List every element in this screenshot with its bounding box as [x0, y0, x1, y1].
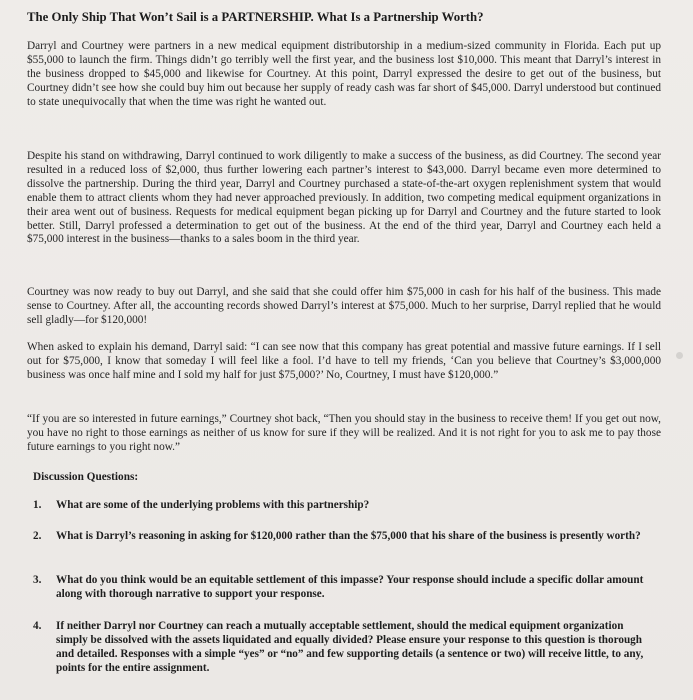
question-number: 4.	[33, 620, 42, 632]
discussion-heading: Discussion Questions:	[33, 471, 139, 483]
question-text: If neither Darryl nor Courtney can reach a mutually acceptable settlement, should the medical equipment organization simply be dissolved with the assets liquidated and equally divided? Please ensure your response to this question is thorough and detailed. Responses with a simple “yes” or “no” and few supporting details (a sentence or two) will receive little, to any, points for the entire assignment.	[56, 620, 644, 674]
scroll-indicator[interactable]	[676, 352, 683, 359]
question-text: What do you think would be an equitable settlement of this impasse? Your response should include a specific dollar amount along with thorough narrative to support your response.	[56, 574, 644, 600]
question-number: 2.	[33, 530, 42, 542]
paragraph-2: Despite his stand on withdrawing, Darryl continued to work diligently to make a success of the business, as did Courtney. The second year resulted in a reduced loss of $2,000, thus further lowering each partner’s interest to $43,000. Darryl became even more determined to dissolve the partnership. During the third year, Darryl and Courtney purchased a state-of-the-art oxygen replenishment system that would enable them to attract clients whom they had never approached previously. In addition, two competing medical equipment organizations in their area went out of business. Requests for medical equipment began picking up for Darryl and Courtney and the future started to look better. Still, Darryl professed a determination to get out of the business. At the end of the third year, Darryl and Courtney each held a $75,000 interest in the business—thanks to a sales boom in the third year.	[27, 150, 661, 246]
paragraph-1: Darryl and Courtney were partners in a new medical equipment distributorship in a medium-sized community in Florida. Each put up $55,000 to launch the firm. Things didn’t go terribly well the first year, and the business lost $10,000. This meant that Darryl’s interest in the business dropped to $45,000 and likewise for Courtney. At this point, Darryl expressed the desire to get out of the business, but Courtney didn’t see how she could buy him out because her supply of ready cash was far short of $45,000. Darryl understood but continued to state unequivocally that when the time was right he wanted out.	[27, 40, 661, 108]
question-text: What are some of the underlying problems with this partnership?	[56, 499, 370, 511]
question-number: 1.	[33, 499, 42, 511]
document-title: The Only Ship That Won’t Sail is a PARTNERSHIP. What Is a Partnership Worth?	[27, 10, 484, 24]
paragraph-5: “If you are so interested in future earnings,” Courtney shot back, “Then you should stay in the business to receive them! If you get out now, you have no right to those earnings as neither of us know for sure if they will be realized. And it is not right for you to ask me to pay those future earnings to you right now.”	[27, 413, 661, 453]
paragraph-3: Courtney was now ready to buy out Darryl, and she said that she could offer him $75,000 in cash for his half of the business. This made sense to Courtney. After all, the accounting records showed Darryl’s interest at $75,000. Much to her surprise, Darryl replied that he would sell gladly—for $120,000!	[27, 286, 661, 326]
question-number: 3.	[33, 574, 42, 586]
question-text: What is Darryl’s reasoning in asking for $120,000 rather than the $75,000 that his share of the business is presently worth?	[56, 530, 641, 542]
paragraph-4: When asked to explain his demand, Darryl said: “I can see now that this company has great potential and massive future earnings. If I sell out for $75,000, I know that someday I will feel like a fool. I’d have to tell my friends, ‘Can you believe that Courtney’s $3,000,000 business was once half mine and I sold my half for just $75,000?’ No, Courtney, I must have $120,000.”	[27, 341, 661, 381]
